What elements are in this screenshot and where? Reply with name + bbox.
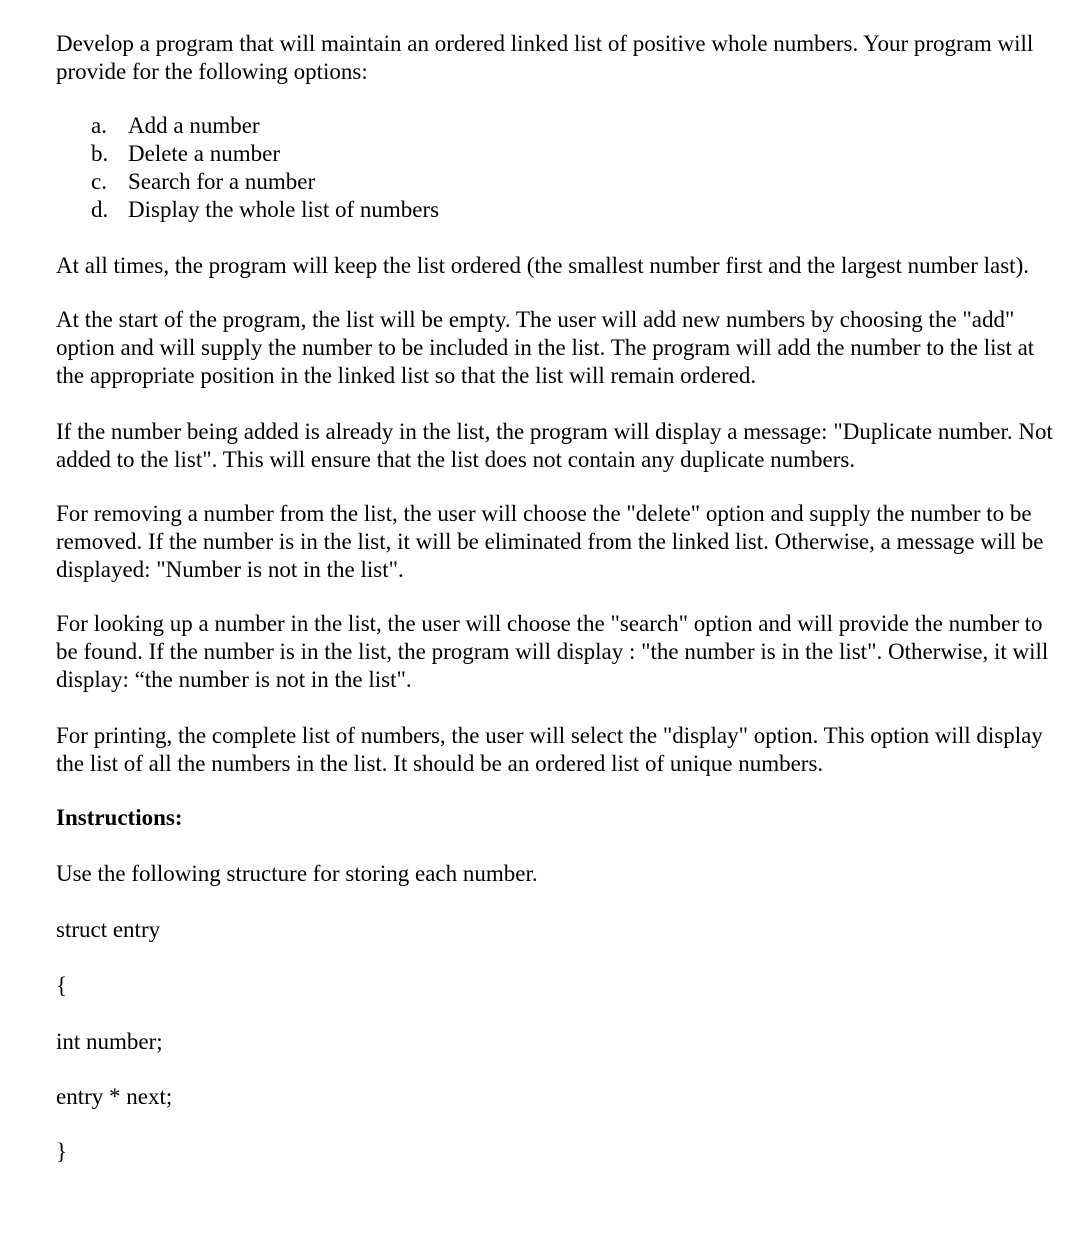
options-list [56, 112, 1056, 224]
ordered-paragraph: At all times, the program will keep the list ordered (the smallest number first and the largest number last). [56, 253, 1029, 278]
code-close-brace: } [56, 1139, 68, 1164]
option-letter: b. [91, 141, 109, 166]
code-open-brace: { [56, 973, 68, 998]
code-struct-line: struct entry [56, 917, 161, 942]
code-field-next: entry * next; [56, 1084, 173, 1109]
search-paragraph: For looking up a number in the list, the user will choose the "search" option and will provide the number to be found. If the number is in the list, the program will display : "the number is in the list". Otherwise, it will display: “the number is not in the list". [56, 611, 1049, 692]
list-item [56, 168, 1056, 196]
document-page [56, 30, 1056, 1166]
list-item [56, 140, 1056, 168]
delete-paragraph: For removing a number from the list, the user will choose the "delete" option and supply the number to be removed. If the number is in the list, it will be eliminated from the linked list. Otherwise, a message will be displayed: "Number is not in the list". [56, 501, 1044, 582]
instructions-heading: Instructions: [56, 805, 183, 830]
option-text: Search for a number [128, 169, 316, 194]
option-letter: a. [91, 113, 107, 138]
option-text: Delete a number [128, 141, 280, 166]
structure-intro: Use the following structure for storing each number. [56, 861, 538, 886]
option-text: Add a number [128, 113, 260, 138]
option-letter: c. [91, 169, 107, 194]
list-item [56, 196, 1056, 224]
list-item [56, 112, 1056, 140]
option-text: Display the whole list of numbers [128, 197, 440, 222]
duplicate-paragraph: If the number being added is already in the list, the program will display a message: "Duplicate number. Not added to the list". This will ensure that the list does not contain any duplicate numbers. [56, 419, 1053, 472]
option-letter: d. [91, 197, 109, 222]
display-paragraph: For printing, the complete list of numbers, the user will select the "display" option. This option will display the list of all the numbers in the list. It should be an ordered list of unique numbers. [56, 723, 1043, 776]
code-field-number: int number; [56, 1029, 163, 1054]
start-paragraph: At the start of the program, the list will be empty. The user will add new numbers by choosing the "add" option and will supply the number to be included in the list. The program will add the number to the list at the appropriate position in the linked list so that the list will remain ordered. [56, 307, 1035, 388]
intro-paragraph: Develop a program that will maintain an ordered linked list of positive whole numbers. Your program will provide for the following options: [56, 31, 1034, 84]
